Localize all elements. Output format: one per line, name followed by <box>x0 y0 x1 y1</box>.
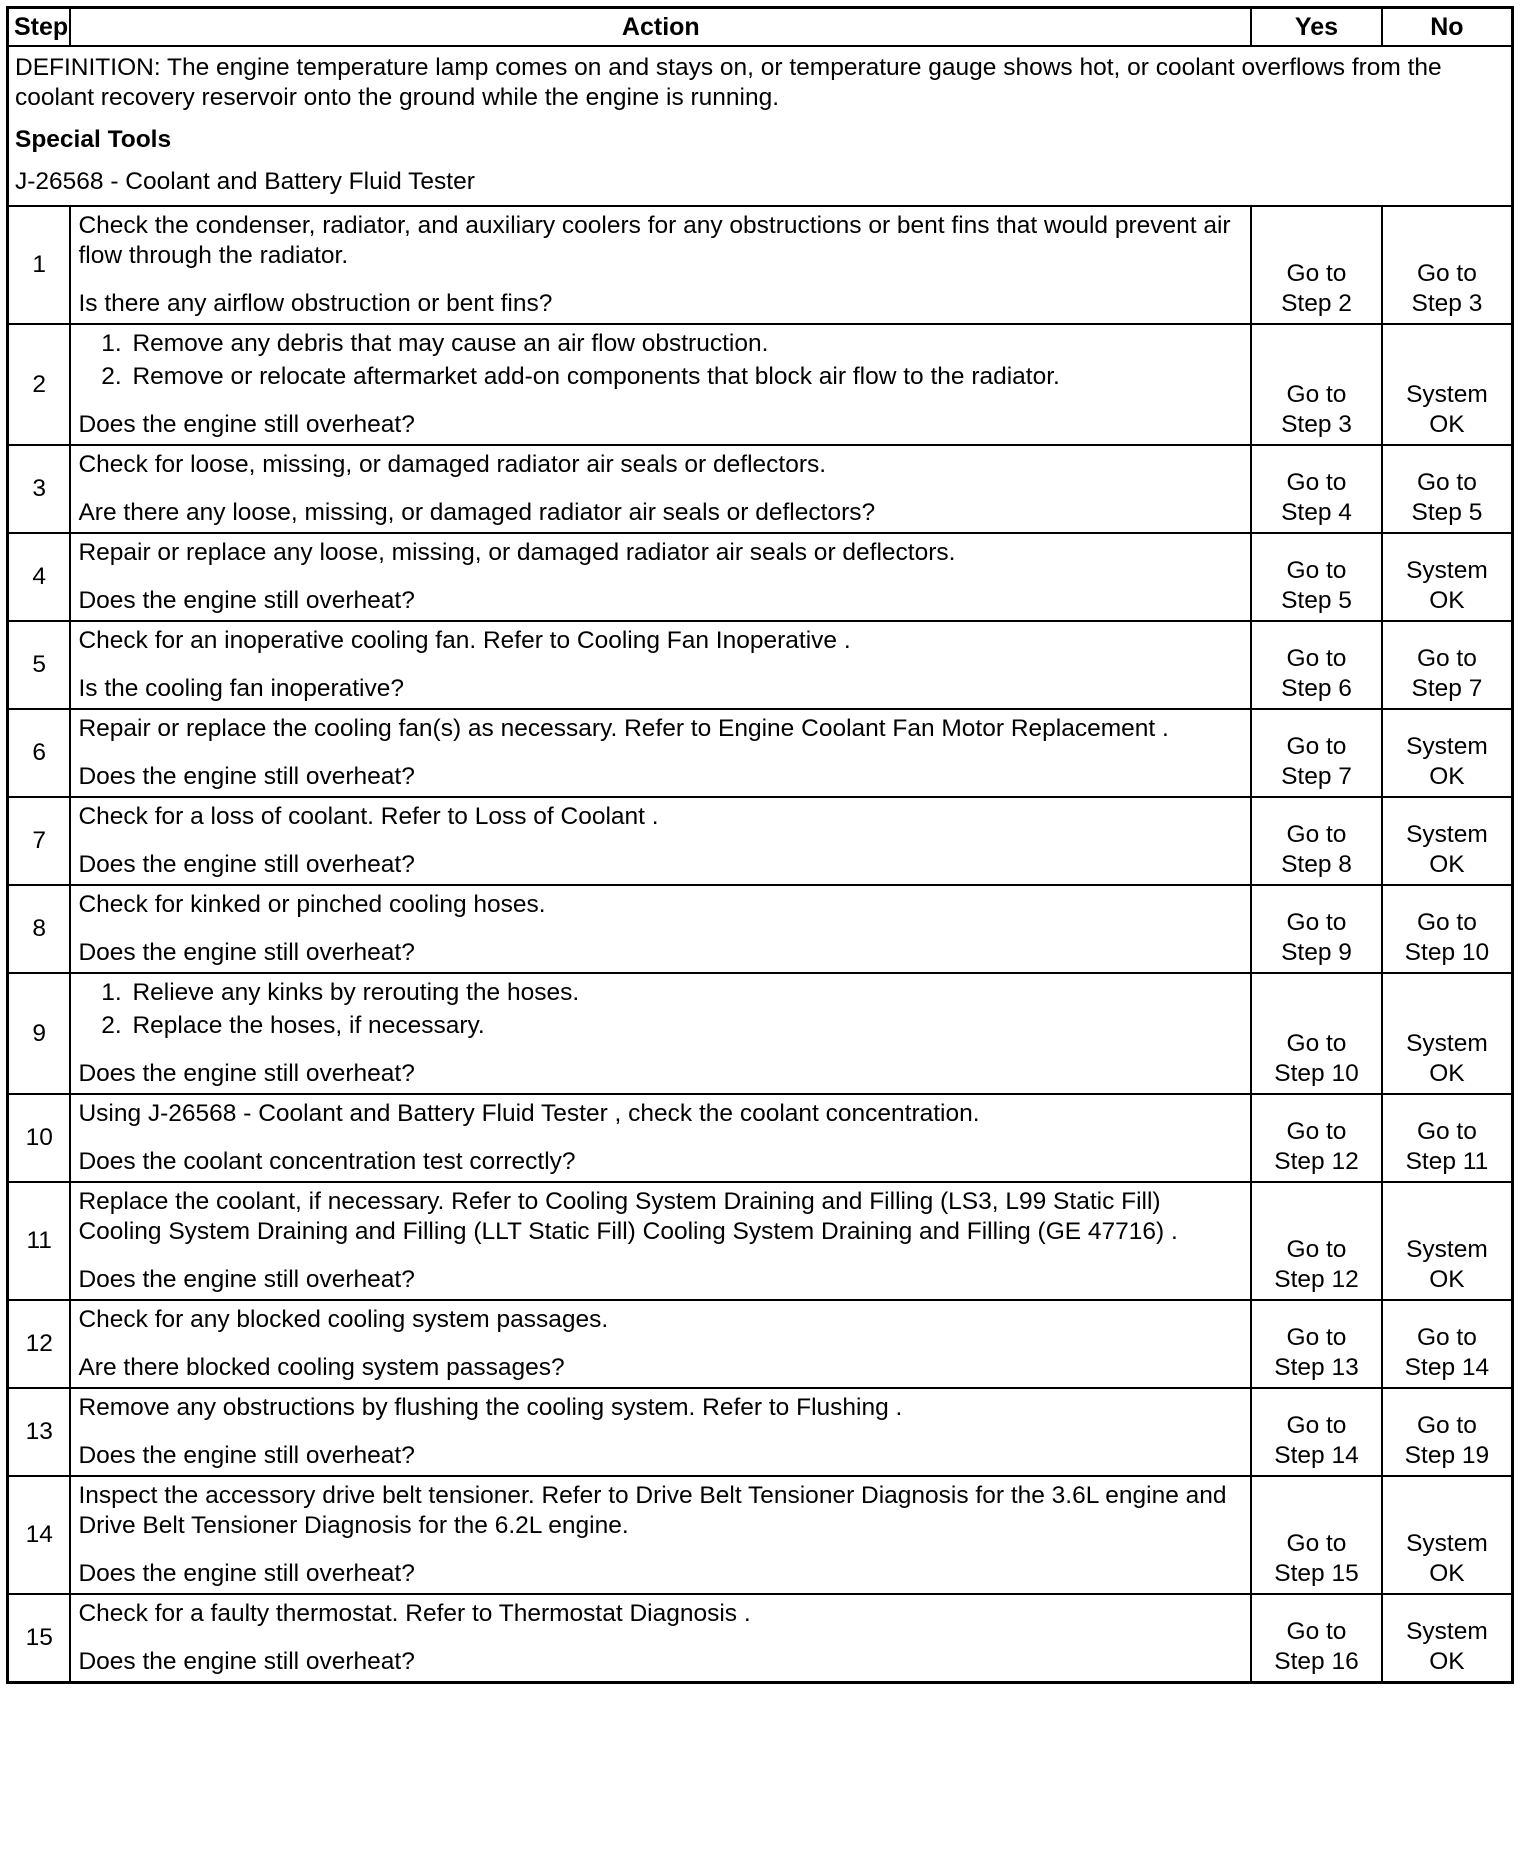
action-text: Check for loose, missing, or damaged radiator air seals or deflectors. <box>78 451 827 478</box>
action-text: Repair or replace the cooling fan(s) as necessary. Refer to Engine Coolant Fan Motor Replacement . <box>78 715 1169 742</box>
table-row <box>8 621 1513 709</box>
table-row <box>8 445 1513 533</box>
step-no-result <box>1382 709 1513 797</box>
table-row <box>8 1594 1513 1683</box>
table-row <box>8 1182 1513 1300</box>
step-action <box>70 1594 1251 1683</box>
action-question: Does the engine still overheat? <box>78 939 415 966</box>
yes-result-line: Go to <box>1286 557 1347 584</box>
step-no-result <box>1382 1476 1513 1594</box>
step-action <box>70 1182 1251 1300</box>
no-result-line: Step 10 <box>1404 939 1490 966</box>
no-result-line: System <box>1406 1030 1488 1057</box>
yes-result-line: Step 14 <box>1274 1442 1359 1469</box>
yes-result-line: Step 12 <box>1274 1266 1359 1293</box>
action-list <box>78 329 1242 392</box>
no-result-line: Go to <box>1416 1324 1477 1351</box>
no-result-line: OK <box>1429 411 1465 438</box>
no-result-line: System <box>1406 1618 1488 1645</box>
header-action: Action <box>70 8 1251 47</box>
action-text: Remove any obstructions by flushing the cooling system. Refer to Flushing . <box>78 1394 903 1421</box>
yes-result-line: Go to <box>1286 1030 1347 1057</box>
yes-result-line: Step 15 <box>1274 1560 1359 1587</box>
no-result-line: OK <box>1429 763 1465 790</box>
special-tool-item: J-26568 - Coolant and Battery Fluid Tester <box>15 168 475 195</box>
no-result-line: Step 5 <box>1411 499 1483 526</box>
diagnostic-table <box>6 6 1514 1684</box>
yes-result-line: Step 5 <box>1281 587 1352 614</box>
action-text: Inspect the accessory drive belt tensioner. Refer to Drive Belt Tensioner Diagnosis for the 3.6L engine and Drive Belt Tensioner Diagnosis for the 6.2L engine. <box>78 1482 1227 1539</box>
step-number: 13 <box>8 1388 71 1476</box>
step-no-result <box>1382 1182 1513 1300</box>
step-number: 12 <box>8 1300 71 1388</box>
action-list-item: 1. Relieve any kinks by rerouting the hoses. <box>128 978 1242 1008</box>
action-question: Is there any airflow obstruction or bent fins? <box>78 290 553 317</box>
table-row <box>8 1300 1513 1388</box>
action-text: Check the condenser, radiator, and auxiliary coolers for any obstructions or bent fins that would prevent air flow through the radiator. <box>78 212 1231 269</box>
no-result-line: OK <box>1429 1560 1465 1587</box>
intro-row <box>8 46 1513 206</box>
step-number: 5 <box>8 621 71 709</box>
table-row <box>8 797 1513 885</box>
step-no-result <box>1382 1388 1513 1476</box>
no-result-line: OK <box>1429 1648 1465 1675</box>
no-result-line: System <box>1406 381 1488 408</box>
yes-result-line: Step 7 <box>1281 763 1352 790</box>
no-result-line: System <box>1406 821 1488 848</box>
yes-result-line: Go to <box>1286 381 1347 408</box>
action-question: Is the cooling fan inoperative? <box>78 675 404 702</box>
step-number: 6 <box>8 709 71 797</box>
step-action <box>70 1300 1251 1388</box>
action-question: Does the engine still overheat? <box>78 1560 415 1587</box>
step-no-result <box>1382 324 1513 445</box>
yes-result-line: Step 3 <box>1281 411 1352 438</box>
no-result-line: Step 14 <box>1404 1354 1490 1381</box>
yes-result-line: Step 2 <box>1281 290 1352 317</box>
intro-cell <box>8 46 1513 206</box>
step-yes-result <box>1251 885 1382 973</box>
no-result-line: OK <box>1429 851 1465 878</box>
step-no-result <box>1382 1094 1513 1182</box>
header-no: No <box>1382 8 1513 47</box>
action-text: Replace the coolant, if necessary. Refer to Cooling System Draining and Filling (LS3, L99 Static Fill) Cooling System Draining and Filling (LLT Static Fill) Cooling System Draining and Filling (GE 47716) . <box>78 1188 1178 1245</box>
step-no-result <box>1382 973 1513 1094</box>
yes-result-line: Go to <box>1286 733 1347 760</box>
step-yes-result <box>1251 1094 1382 1182</box>
header-step: Step <box>8 8 71 47</box>
table-row <box>8 973 1513 1094</box>
action-list-item: 1. Remove any debris that may cause an air flow obstruction. <box>128 329 1242 359</box>
step-no-result <box>1382 885 1513 973</box>
step-yes-result <box>1251 206 1382 324</box>
step-action <box>70 621 1251 709</box>
yes-result-line: Go to <box>1286 1236 1347 1263</box>
action-question: Does the engine still overheat? <box>78 411 415 438</box>
action-list <box>78 978 1242 1041</box>
action-question: Does the engine still overheat? <box>78 587 415 614</box>
step-yes-result <box>1251 1388 1382 1476</box>
action-question: Does the coolant concentration test correctly? <box>78 1148 576 1175</box>
no-result-line: OK <box>1429 1266 1465 1293</box>
table-row <box>8 533 1513 621</box>
action-question: Does the engine still overheat? <box>78 1266 415 1293</box>
action-text: Check for an inoperative cooling fan. Refer to Cooling Fan Inoperative . <box>78 627 851 654</box>
step-action <box>70 1388 1251 1476</box>
table-row <box>8 1094 1513 1182</box>
step-yes-result <box>1251 324 1382 445</box>
action-text: Check for a faulty thermostat. Refer to Thermostat Diagnosis . <box>78 1600 751 1627</box>
step-number: 7 <box>8 797 71 885</box>
no-result-line: System <box>1406 557 1488 584</box>
step-yes-result <box>1251 1182 1382 1300</box>
table-row <box>8 1476 1513 1594</box>
no-result-line: Go to <box>1416 1412 1477 1439</box>
special-tools-heading: Special Tools <box>15 126 172 153</box>
step-number: 10 <box>8 1094 71 1182</box>
step-action <box>70 885 1251 973</box>
step-yes-result <box>1251 1476 1382 1594</box>
definition-text: DEFINITION: The engine temperature lamp comes on and stays on, or temperature gauge shows hot, or coolant overflows from the coolant recovery reservoir onto the ground while the engine is running. <box>15 54 1442 111</box>
no-result-line: Step 3 <box>1411 290 1483 317</box>
step-number: 8 <box>8 885 71 973</box>
action-text: Repair or replace any loose, missing, or damaged radiator air seals or deflectors. <box>78 539 956 566</box>
table-row <box>8 709 1513 797</box>
step-yes-result <box>1251 709 1382 797</box>
header-row <box>8 8 1513 47</box>
step-action <box>70 973 1251 1094</box>
no-result-line: Step 7 <box>1411 675 1483 702</box>
action-text: Using J-26568 - Coolant and Battery Fluid Tester , check the coolant concentration. <box>78 1100 980 1127</box>
no-result-line: Go to <box>1416 909 1477 936</box>
step-yes-result <box>1251 797 1382 885</box>
step-number: 14 <box>8 1476 71 1594</box>
no-result-line: System <box>1406 1530 1488 1557</box>
step-action <box>70 797 1251 885</box>
no-result-line: OK <box>1429 1060 1465 1087</box>
yes-result-line: Go to <box>1286 1530 1347 1557</box>
action-text: Check for any blocked cooling system passages. <box>78 1306 609 1333</box>
yes-result-line: Step 12 <box>1274 1148 1359 1175</box>
yes-result-line: Go to <box>1286 1118 1347 1145</box>
yes-result-line: Go to <box>1286 1324 1347 1351</box>
yes-result-line: Step 10 <box>1274 1060 1359 1087</box>
yes-result-line: Go to <box>1286 821 1347 848</box>
step-action <box>70 445 1251 533</box>
step-no-result <box>1382 797 1513 885</box>
step-yes-result <box>1251 1300 1382 1388</box>
table-row <box>8 1388 1513 1476</box>
no-result-line: Step 11 <box>1405 1148 1489 1175</box>
yes-result-line: Step 4 <box>1281 499 1352 526</box>
table-row <box>8 885 1513 973</box>
step-number: 9 <box>8 973 71 1094</box>
step-yes-result <box>1251 973 1382 1094</box>
action-question: Does the engine still overheat? <box>78 851 415 878</box>
step-no-result <box>1382 1300 1513 1388</box>
step-yes-result <box>1251 445 1382 533</box>
step-action <box>70 1094 1251 1182</box>
yes-result-line: Go to <box>1286 1412 1347 1439</box>
yes-result-line: Step 6 <box>1281 675 1352 702</box>
step-action <box>70 533 1251 621</box>
step-yes-result <box>1251 621 1382 709</box>
step-no-result <box>1382 621 1513 709</box>
yes-result-line: Step 9 <box>1281 939 1352 966</box>
no-result-line: Go to <box>1416 645 1477 672</box>
action-question: Does the engine still overheat? <box>78 1648 415 1675</box>
step-no-result <box>1382 206 1513 324</box>
yes-result-line: Go to <box>1286 260 1347 287</box>
yes-result-line: Go to <box>1286 469 1347 496</box>
step-no-result <box>1382 1594 1513 1683</box>
header-yes: Yes <box>1251 8 1382 47</box>
action-question: Does the engine still overheat? <box>78 1060 415 1087</box>
step-yes-result <box>1251 1594 1382 1683</box>
no-result-line: Go to <box>1416 469 1477 496</box>
step-action <box>70 709 1251 797</box>
no-result-line: Go to <box>1416 260 1477 287</box>
step-number: 15 <box>8 1594 71 1683</box>
yes-result-line: Step 8 <box>1281 851 1352 878</box>
no-result-line: System <box>1406 1236 1488 1263</box>
action-question: Are there any loose, missing, or damaged radiator air seals or deflectors? <box>78 499 876 526</box>
table-row <box>8 206 1513 324</box>
action-text: Check for a loss of coolant. Refer to Loss of Coolant . <box>78 803 659 830</box>
action-text: Check for kinked or pinched cooling hoses. <box>78 891 546 918</box>
step-number: 11 <box>8 1182 71 1300</box>
table-row <box>8 324 1513 445</box>
step-yes-result <box>1251 533 1382 621</box>
no-result-line: System <box>1406 733 1488 760</box>
step-number: 2 <box>8 324 71 445</box>
step-action <box>70 206 1251 324</box>
action-list-item: 2. Replace the hoses, if necessary. <box>128 1011 1242 1041</box>
step-no-result <box>1382 445 1513 533</box>
step-number: 4 <box>8 533 71 621</box>
step-number: 3 <box>8 445 71 533</box>
no-result-line: Step 19 <box>1404 1442 1490 1469</box>
action-question: Are there blocked cooling system passages? <box>78 1354 565 1381</box>
yes-result-line: Go to <box>1286 909 1347 936</box>
yes-result-line: Go to <box>1286 645 1347 672</box>
step-number: 1 <box>8 206 71 324</box>
step-no-result <box>1382 533 1513 621</box>
no-result-line: OK <box>1429 587 1465 614</box>
action-question: Does the engine still overheat? <box>78 763 415 790</box>
step-action <box>70 324 1251 445</box>
yes-result-line: Step 16 <box>1274 1648 1359 1675</box>
diagnostic-page <box>6 6 1514 1684</box>
step-action <box>70 1476 1251 1594</box>
yes-result-line: Step 13 <box>1274 1354 1359 1381</box>
action-question: Does the engine still overheat? <box>78 1442 415 1469</box>
yes-result-line: Go to <box>1286 1618 1347 1645</box>
no-result-line: Go to <box>1416 1118 1477 1145</box>
action-list-item: 2. Remove or relocate aftermarket add-on components that block air flow to the radiator. <box>128 362 1242 392</box>
